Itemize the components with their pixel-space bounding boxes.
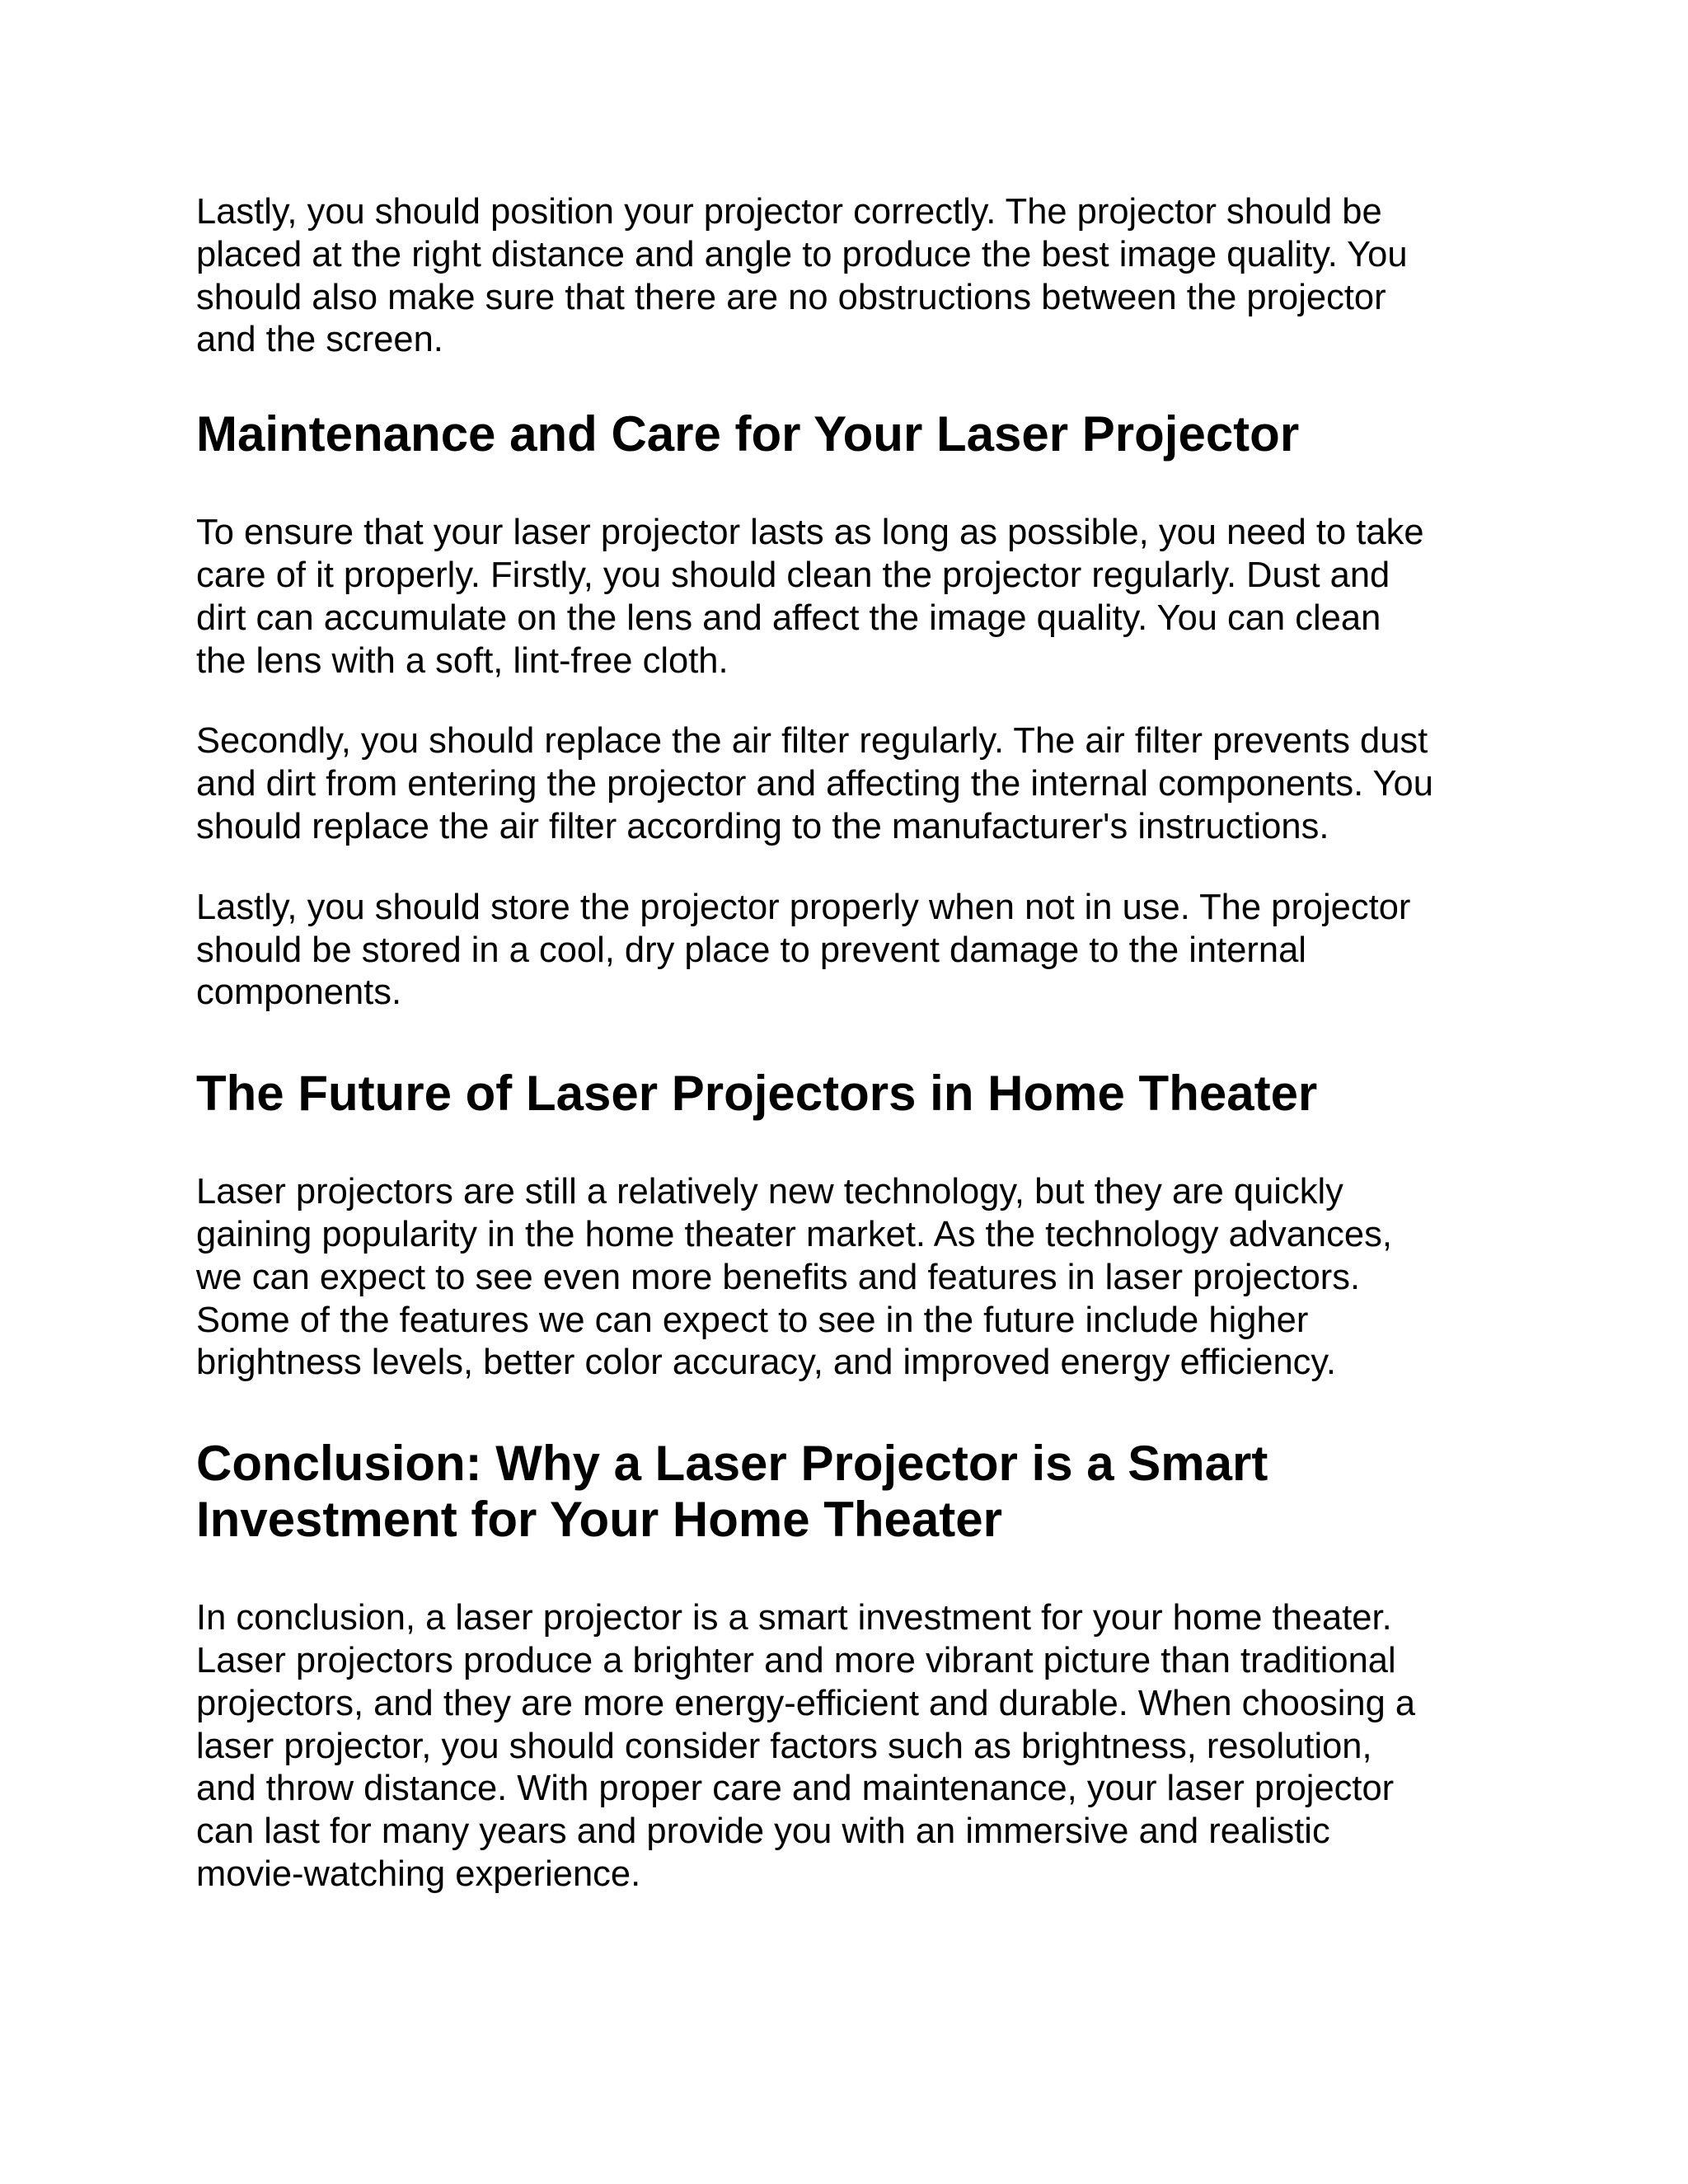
paragraph-storage: Lastly, you should store the projector properly when not in use. The projector should be stored in a cool, dry place to prevent damage to the internal components. [196,887,1411,1013]
section-heading-conclusion: Conclusion: Why a Laser Projector is a Smart Investment for Your Home Theater [196,1436,1268,1548]
document-body [196,191,1498,1934]
paragraph-cleaning: To ensure that your laser projector lasts as long as possible, you need to take care of it properly. Firstly, you should clean the projector regularly. Dust and dirt can accumulate on the lens and affect the image quality. You can clean the lens with a soft, lint-free cloth. [196,513,1424,681]
paragraph-projector-positioning: Lastly, you should position your projector correctly. The projector should be placed at the right distance and angle to produce the best image quality. You should also make sure that there are no obstructions between the projector and the screen. [196,192,1408,360]
paragraph-air-filter: Secondly, you should replace the air filter regularly. The air filter prevents dust and dirt from entering the projector and affecting the internal components. You should replace the air filter according to the manufacturer's instructions. [196,721,1433,846]
paragraph-conclusion: In conclusion, a laser projector is a smart investment for your home theater. Laser projectors produce a brighter and more vibrant picture than traditional projectors, and they are more energy-efficient and durable. When choosing a laser projector, you should consider factors such as brightness, resolution, and throw distance. With proper care and maintenance, your laser projector can last for many years and provide you with an immersive and realistic movie-watching experience. [196,1598,1416,1894]
section-heading-maintenance: Maintenance and Care for Your Laser Projector [196,406,1300,462]
paragraph-future: Laser projectors are still a relatively new technology, but they are quickly gaining popularity in the home theater market. As the technology advances, we can expect to see even more benefits and features in laser projectors. Some of the features we can expect to see in the future include higher brightness levels, better color accuracy, and improved energy efficiency. [196,1172,1392,1383]
section-heading-future: The Future of Laser Projectors in Home Theater [196,1066,1318,1122]
